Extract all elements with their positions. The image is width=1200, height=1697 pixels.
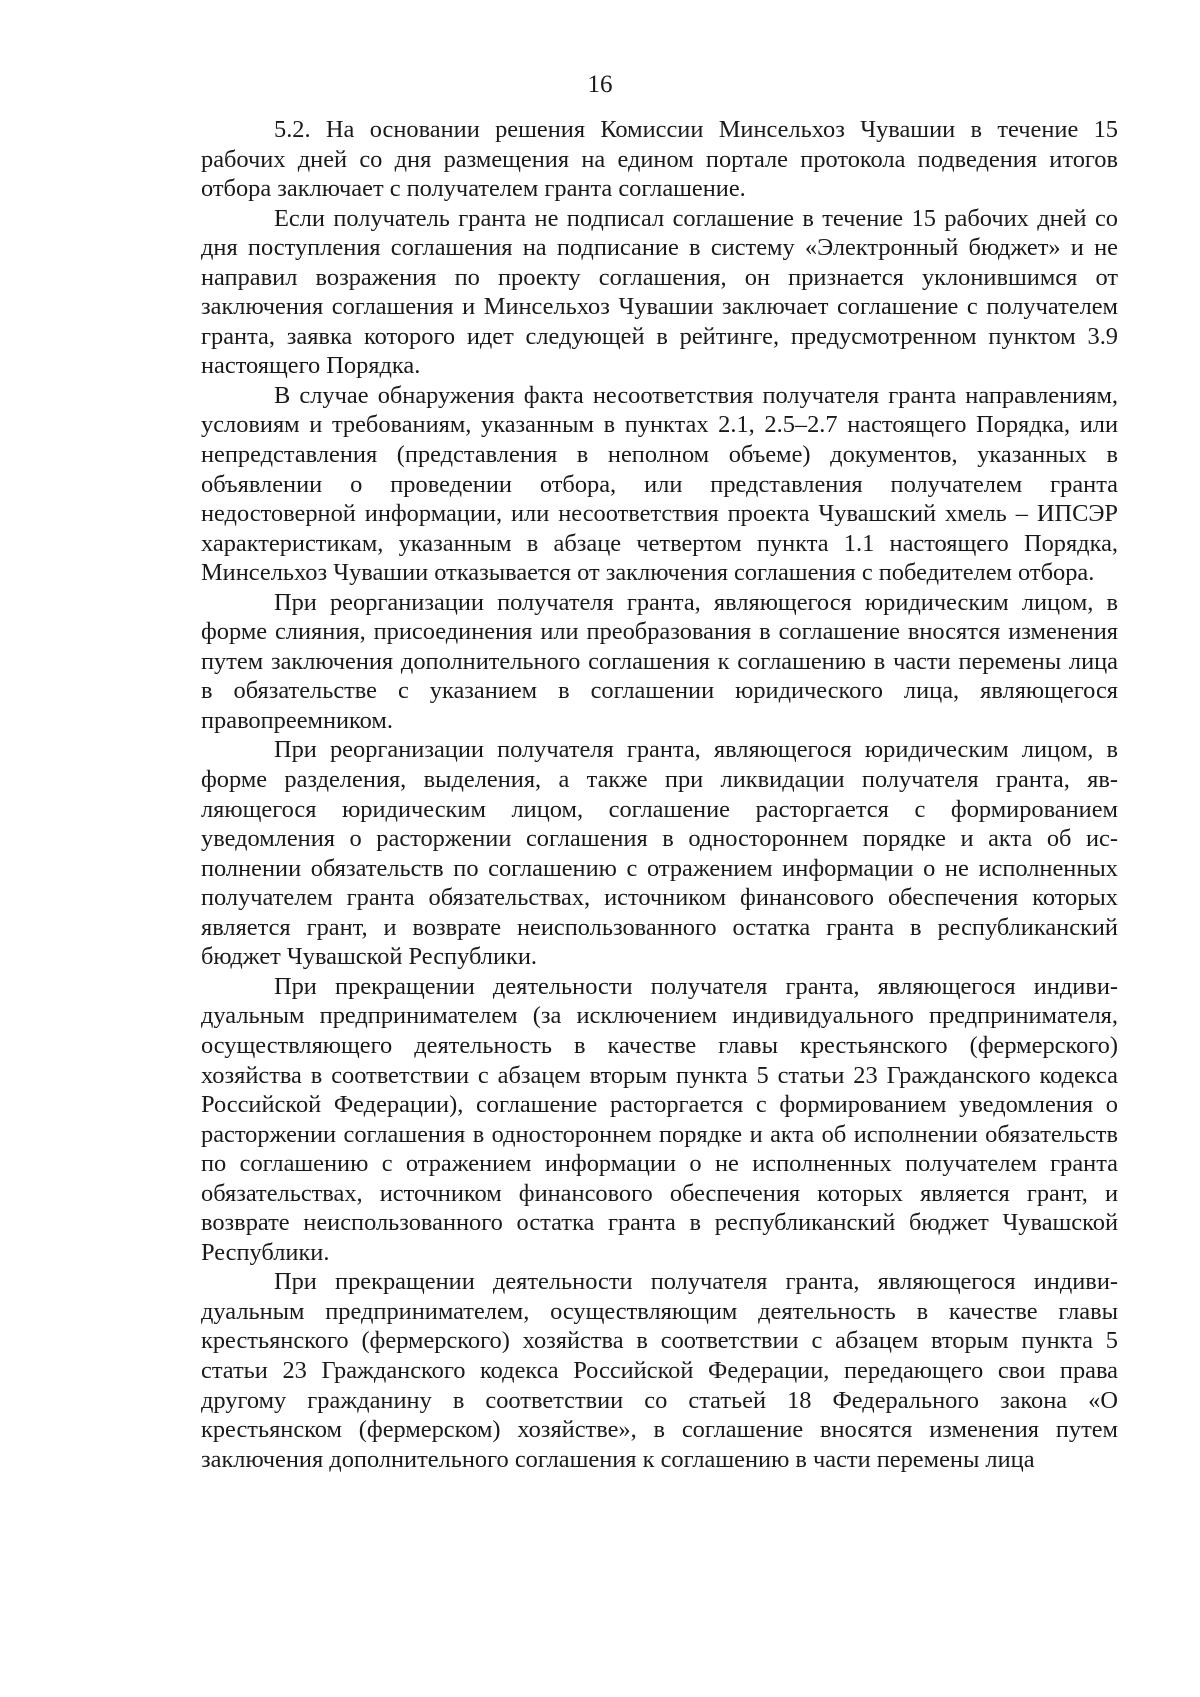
paragraph-entrepreneur-termination: При прекращении деятельности получателя гранта, являющегося индивидуальным предпринимателем (за исключением индивидуального предпринимателя, осуществляющего деятельность в качестве главы крестьянского (фермерского) хозяйства в соответствии с абзацем вторым пункта 5 статьи 23 Гражданского кодекса Российской Федерации), соглашение расторгается с формированием уведомления о расторжении соглашения в одностороннем порядке и акта об исполнении обязательств по соглашению с отражением информации о не исполненных получателем гранта обязательствах, источником финансового обеспечения которых является грант, и возврате неиспользованного остатка гранта в республиканский бюджет Чувашской Республики. bbox=[201, 972, 1118, 1266]
document-body bbox=[201, 115, 1118, 1474]
paragraph-reorganization-division: При реорганизации получателя гранта, являющегося юридическим лицом, в форме разделения, выделения, а также при ликвидации получателя гранта, являющегося юридическим лицом, соглашение расторгается с формированием уведомления о расторжении соглашения в одностороннем порядке и акта об исполнении обязательств по соглашению с отражением информации о не исполненных получателем гранта обязательствах, источником финансового обеспечения которых является грант, и возврате неиспользованного остатка гранта в республиканский бюджет Чувашской Республики. bbox=[201, 736, 1118, 971]
paragraph-5-2: 5.2. На основании решения Комиссии Минсельхоз Чувашии в течение 15 рабочих дней со дня размещения на едином портале протокола подведения итогов отбора заключает с получателем гранта соглашение. bbox=[201, 116, 1118, 203]
paragraph-farm-head-transfer: При прекращении деятельности получателя гранта, являющегося индивидуальным предпринимателем, осуществляющим деятельность в качестве главы крестьянского (фермерского) хозяйства в соответствии с абзацем вторым пункта 5 статьи 23 Гражданского кодекса Российской Федерации, передающего свои права другому гражданину в соответствии со статьей 18 Федерального закона «О крестьянском (фермерском) хозяйстве», в соглашение вносятся изменения путем заключения дополнительного соглашения к соглашению в части перемены лица bbox=[201, 1268, 1118, 1473]
paragraph-refusal-to-sign: Если получатель гранта не подписал соглашение в течение 15 рабочих дней со дня поступления соглашения на подписание в систему «Электронный бюджет» и не направил возражения по проекту соглашения, он признается уклонившимся от заключения соглашения и Минсельхоз Чувашии заключает соглашение с получателем гранта, заявка которого идет следующей в рейтинге, предусмотренном пунктом 3.9 настоящего Порядка. bbox=[201, 204, 1118, 380]
paragraph-nonconformity: В случае обнаружения факта несоответствия получателя гранта направлениям, условиям и требованиям, указанным в пунктах 2.1, 2.5–2.7 настоящего Порядка, или непредставления (представления в неполном объеме) документов, указанных в объявлении о проведении отбора, или представления получателем гранта недостоверной информации, или несоответствия проекта Чувашский хмель – ИПСЭР характеристикам, указанным в абзаце четвертом пункта 1.1 настоящего Порядка, Минсельхоз Чувашии отказывается от заключения соглашения с победителем отбора. bbox=[201, 381, 1118, 587]
page-number: 16 bbox=[587, 71, 613, 98]
paragraph-reorganization-merger: При реорганизации получателя гранта, являющегося юридическим лицом, в форме слияния, присоединения или преобразования в соглашение вносятся изменения путем заключения дополнительного соглашения к соглашению в части перемены лица в обязательстве с указанием в соглашении юридического лица, являющегося правопреемником. bbox=[201, 588, 1118, 734]
